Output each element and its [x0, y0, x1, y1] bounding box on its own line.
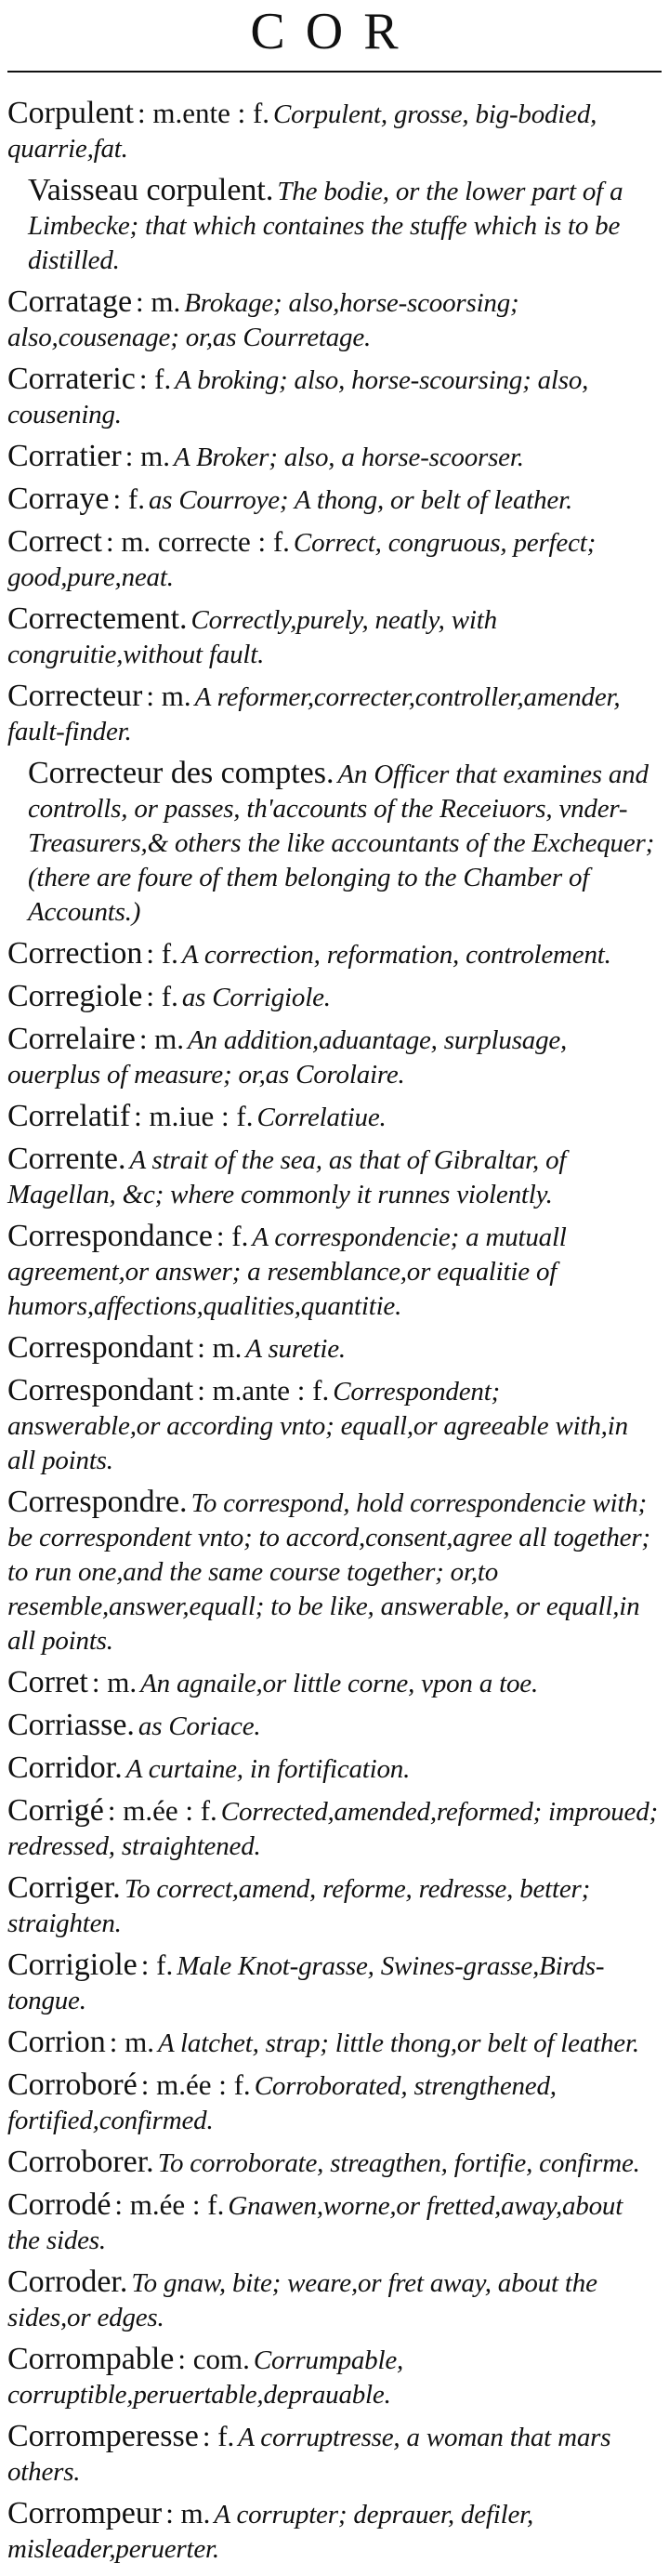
headword: Corret	[7, 1665, 88, 1699]
entry	[7, 936, 658, 974]
entry	[7, 756, 658, 931]
definition: An addition,aduantage, surplusage, ouerplus of measure; or,as Corolaire.	[7, 1025, 568, 1090]
definition: Gnawen,worne,or fretted,away,about the sides.	[7, 2191, 623, 2255]
definition: Corroborated, strengthened, fortified,confirmed.	[7, 2071, 557, 2135]
entry	[7, 1487, 658, 1660]
definition: To correct,amend, reforme, redresse, better; straighten.	[7, 1874, 591, 1938]
entry	[7, 1793, 658, 1866]
entry	[7, 1665, 658, 1703]
definition: Correlatiue.	[256, 1103, 387, 1132]
entry	[7, 2419, 658, 2491]
entry	[7, 1750, 658, 1789]
entry	[7, 681, 658, 751]
headword: Corrente.	[7, 1142, 126, 1176]
grammar: : f.	[202, 2420, 235, 2452]
headword: Corrion	[7, 2025, 106, 2059]
definition: Correct, congruous, perfect; good,pure,neat.	[7, 528, 597, 592]
definition: A correction, reformation, controlement.	[181, 940, 611, 970]
entry	[7, 2267, 658, 2337]
grammar: : m.iue : f.	[134, 1100, 254, 1132]
definition: as Corrigiole.	[181, 983, 331, 1012]
headword: Corrodé	[7, 2187, 112, 2222]
definition: An Officer that examines and controlls, or passes, th'accounts of the Receiuors, vnder-Treasurers,& others the like accountants of the Exchequer; (there are foure of them belonging to the Chamber of Accounts.)	[28, 760, 655, 927]
entry	[7, 1099, 658, 1137]
definition: A latchet, strap; little thong,or belt of leather.	[158, 2028, 639, 2058]
grammar: : m. correcte : f.	[105, 525, 290, 558]
definition: A suretie.	[245, 1334, 346, 1364]
definition: Corpulent, grosse, big-bodied, quarrie,fat.	[7, 99, 597, 164]
headword: Corraye	[7, 482, 110, 516]
grammar: : m.ente : f.	[137, 97, 270, 129]
entry	[7, 2342, 658, 2414]
entry	[7, 439, 658, 477]
entry	[7, 1219, 658, 1326]
entry	[7, 1870, 658, 1943]
entry	[7, 1373, 658, 1480]
grammar: : m.ante : f.	[197, 1374, 330, 1407]
grammar: : m.	[165, 2497, 211, 2530]
grammar: : m.	[138, 1023, 185, 1055]
definition: Brokage; also,horse-scoorsing; also,cousenage; or,as Courretage.	[7, 288, 519, 352]
headword: Corridor.	[7, 1750, 123, 1785]
definition: A corrupter; deprauer, defiler, misleader,peruerter.	[7, 2500, 534, 2564]
grammar: : m.	[91, 1666, 138, 1698]
definition: A Broker; also, a horse-scoorser.	[173, 443, 524, 472]
entry	[7, 96, 658, 168]
definition: The bodie, or the lower part of a Limbecke; that which containes the stuffe which is to be distilled.	[28, 177, 623, 275]
entry	[7, 1024, 658, 1094]
headword: Correspondance	[7, 1219, 213, 1253]
grammar: : m.	[136, 285, 181, 318]
headword: Correcteur	[7, 679, 143, 713]
grammar: : m.	[197, 1331, 243, 1364]
grammar: : m.	[125, 440, 170, 472]
entry	[7, 524, 658, 597]
headword: Vaisseau corpulent.	[28, 173, 274, 207]
definition: To gnaw, bite; weare,or fret away, about the sides,or edges.	[7, 2268, 597, 2332]
grammar: : m.ée : f.	[107, 1794, 217, 1827]
grammar: : m.	[146, 680, 191, 712]
headword: Corromperesse	[7, 2419, 199, 2453]
headword: Corrompable	[7, 2342, 175, 2376]
entry	[7, 2025, 658, 2063]
grammar: : com.	[177, 2343, 250, 2375]
headword: Corrompeur	[7, 2496, 163, 2530]
page-header	[0, 0, 669, 73]
header-rule	[7, 71, 662, 73]
page-title: COR	[250, 3, 419, 60]
headword: Correspondant	[7, 1330, 194, 1365]
definition: A curtaine, in fortification.	[125, 1754, 411, 1784]
headword: Correspondant	[7, 1373, 194, 1407]
headword: Correlaire	[7, 1022, 136, 1056]
entry	[7, 1950, 658, 2020]
entry	[7, 601, 658, 674]
entry	[7, 1144, 658, 1214]
definition: A correspondencie; a mutuall agreement,or answer; a resemblance,or equalitie of humors,affections,qualities,quantitie.	[7, 1222, 567, 1321]
entry	[7, 1708, 658, 1746]
headword: Correct	[7, 524, 102, 559]
definition: A broking; also, horse-scoursing; also, cousening.	[7, 365, 589, 429]
definition: A corruptresse, a woman that mars others.	[7, 2423, 611, 2487]
definition: Corrumpable, corruptible,peruertable,deprauable.	[7, 2345, 404, 2410]
grammar: : f.	[138, 363, 172, 395]
headword: Corrateric	[7, 362, 136, 396]
entry	[7, 364, 658, 434]
definition: Corrected,amended,reformed; improued; redressed, straightened.	[7, 1797, 658, 1861]
headword: Corroder.	[7, 2265, 128, 2299]
definition: A strait of the sea, as that of Gibraltar, of Magellan, &c; where commonly it runnes violently.	[7, 1145, 567, 1209]
headword: Corregiole	[7, 979, 143, 1013]
headword: Corrigiole	[7, 1948, 138, 1982]
headword: Corroborer.	[7, 2145, 154, 2179]
headword: Corroboré	[7, 2067, 138, 2102]
headword: Corrigé	[7, 1793, 104, 1828]
entry	[7, 284, 658, 357]
grammar: : f.	[146, 980, 178, 1012]
headword: Corratage	[7, 284, 133, 319]
definition: Correspondent; answerable,or according vnto; equall,or agreeable with,in all points.	[7, 1377, 628, 1475]
dictionary-entries	[7, 96, 658, 2576]
entry	[7, 484, 658, 520]
definition: Correctly,purely, neatly, with congruitie,without fault.	[7, 605, 497, 669]
definition: as Coriace.	[138, 1711, 261, 1741]
headword: Corriger.	[7, 1870, 121, 1905]
headword: Correctement.	[7, 601, 188, 636]
definition: Male Knot-grasse, Swines-grasse,Birds-tongue.	[7, 1951, 605, 2015]
definition: A reformer,correcter,controller,amender, fault-finder.	[7, 682, 621, 746]
grammar: : m.	[109, 2026, 155, 2058]
entry	[7, 1330, 658, 1368]
definition: An agnaile,or little corne, vpon a toe.	[140, 1669, 539, 1698]
entry	[7, 2067, 658, 2140]
grammar: : f.	[146, 937, 178, 970]
grammar: : m.ée : f.	[140, 2068, 251, 2101]
headword: Correcteur des comptes.	[28, 756, 334, 790]
grammar: : m.ée : f.	[114, 2188, 225, 2221]
grammar: : f.	[112, 482, 145, 515]
entry	[7, 2187, 658, 2260]
headword: Correspondre.	[7, 1485, 188, 1519]
definition: To corroborate, streagthen, fortifie, confirme.	[157, 2148, 640, 2178]
definition: To correspond, hold correspondencie with; be correspondent vnto; to accord,consent,agree all together; to run one,and the same course together; or,to resemble,answer,equall; to be like, answerable, or equall,in all points.	[7, 1488, 650, 1656]
headword: Corriasse.	[7, 1708, 135, 1742]
entry	[7, 2496, 658, 2569]
entry	[7, 173, 658, 280]
grammar: : f.	[140, 1949, 174, 1981]
entry	[7, 2147, 658, 2183]
entry	[7, 979, 658, 1017]
definition: as Courroye; A thong, or belt of leather.	[148, 485, 573, 515]
headword: Corratier	[7, 439, 122, 473]
headword: Corpulent	[7, 96, 134, 130]
headword: Correction	[7, 936, 143, 971]
grammar: : f.	[216, 1220, 249, 1252]
headword: Correlatif	[7, 1099, 131, 1133]
